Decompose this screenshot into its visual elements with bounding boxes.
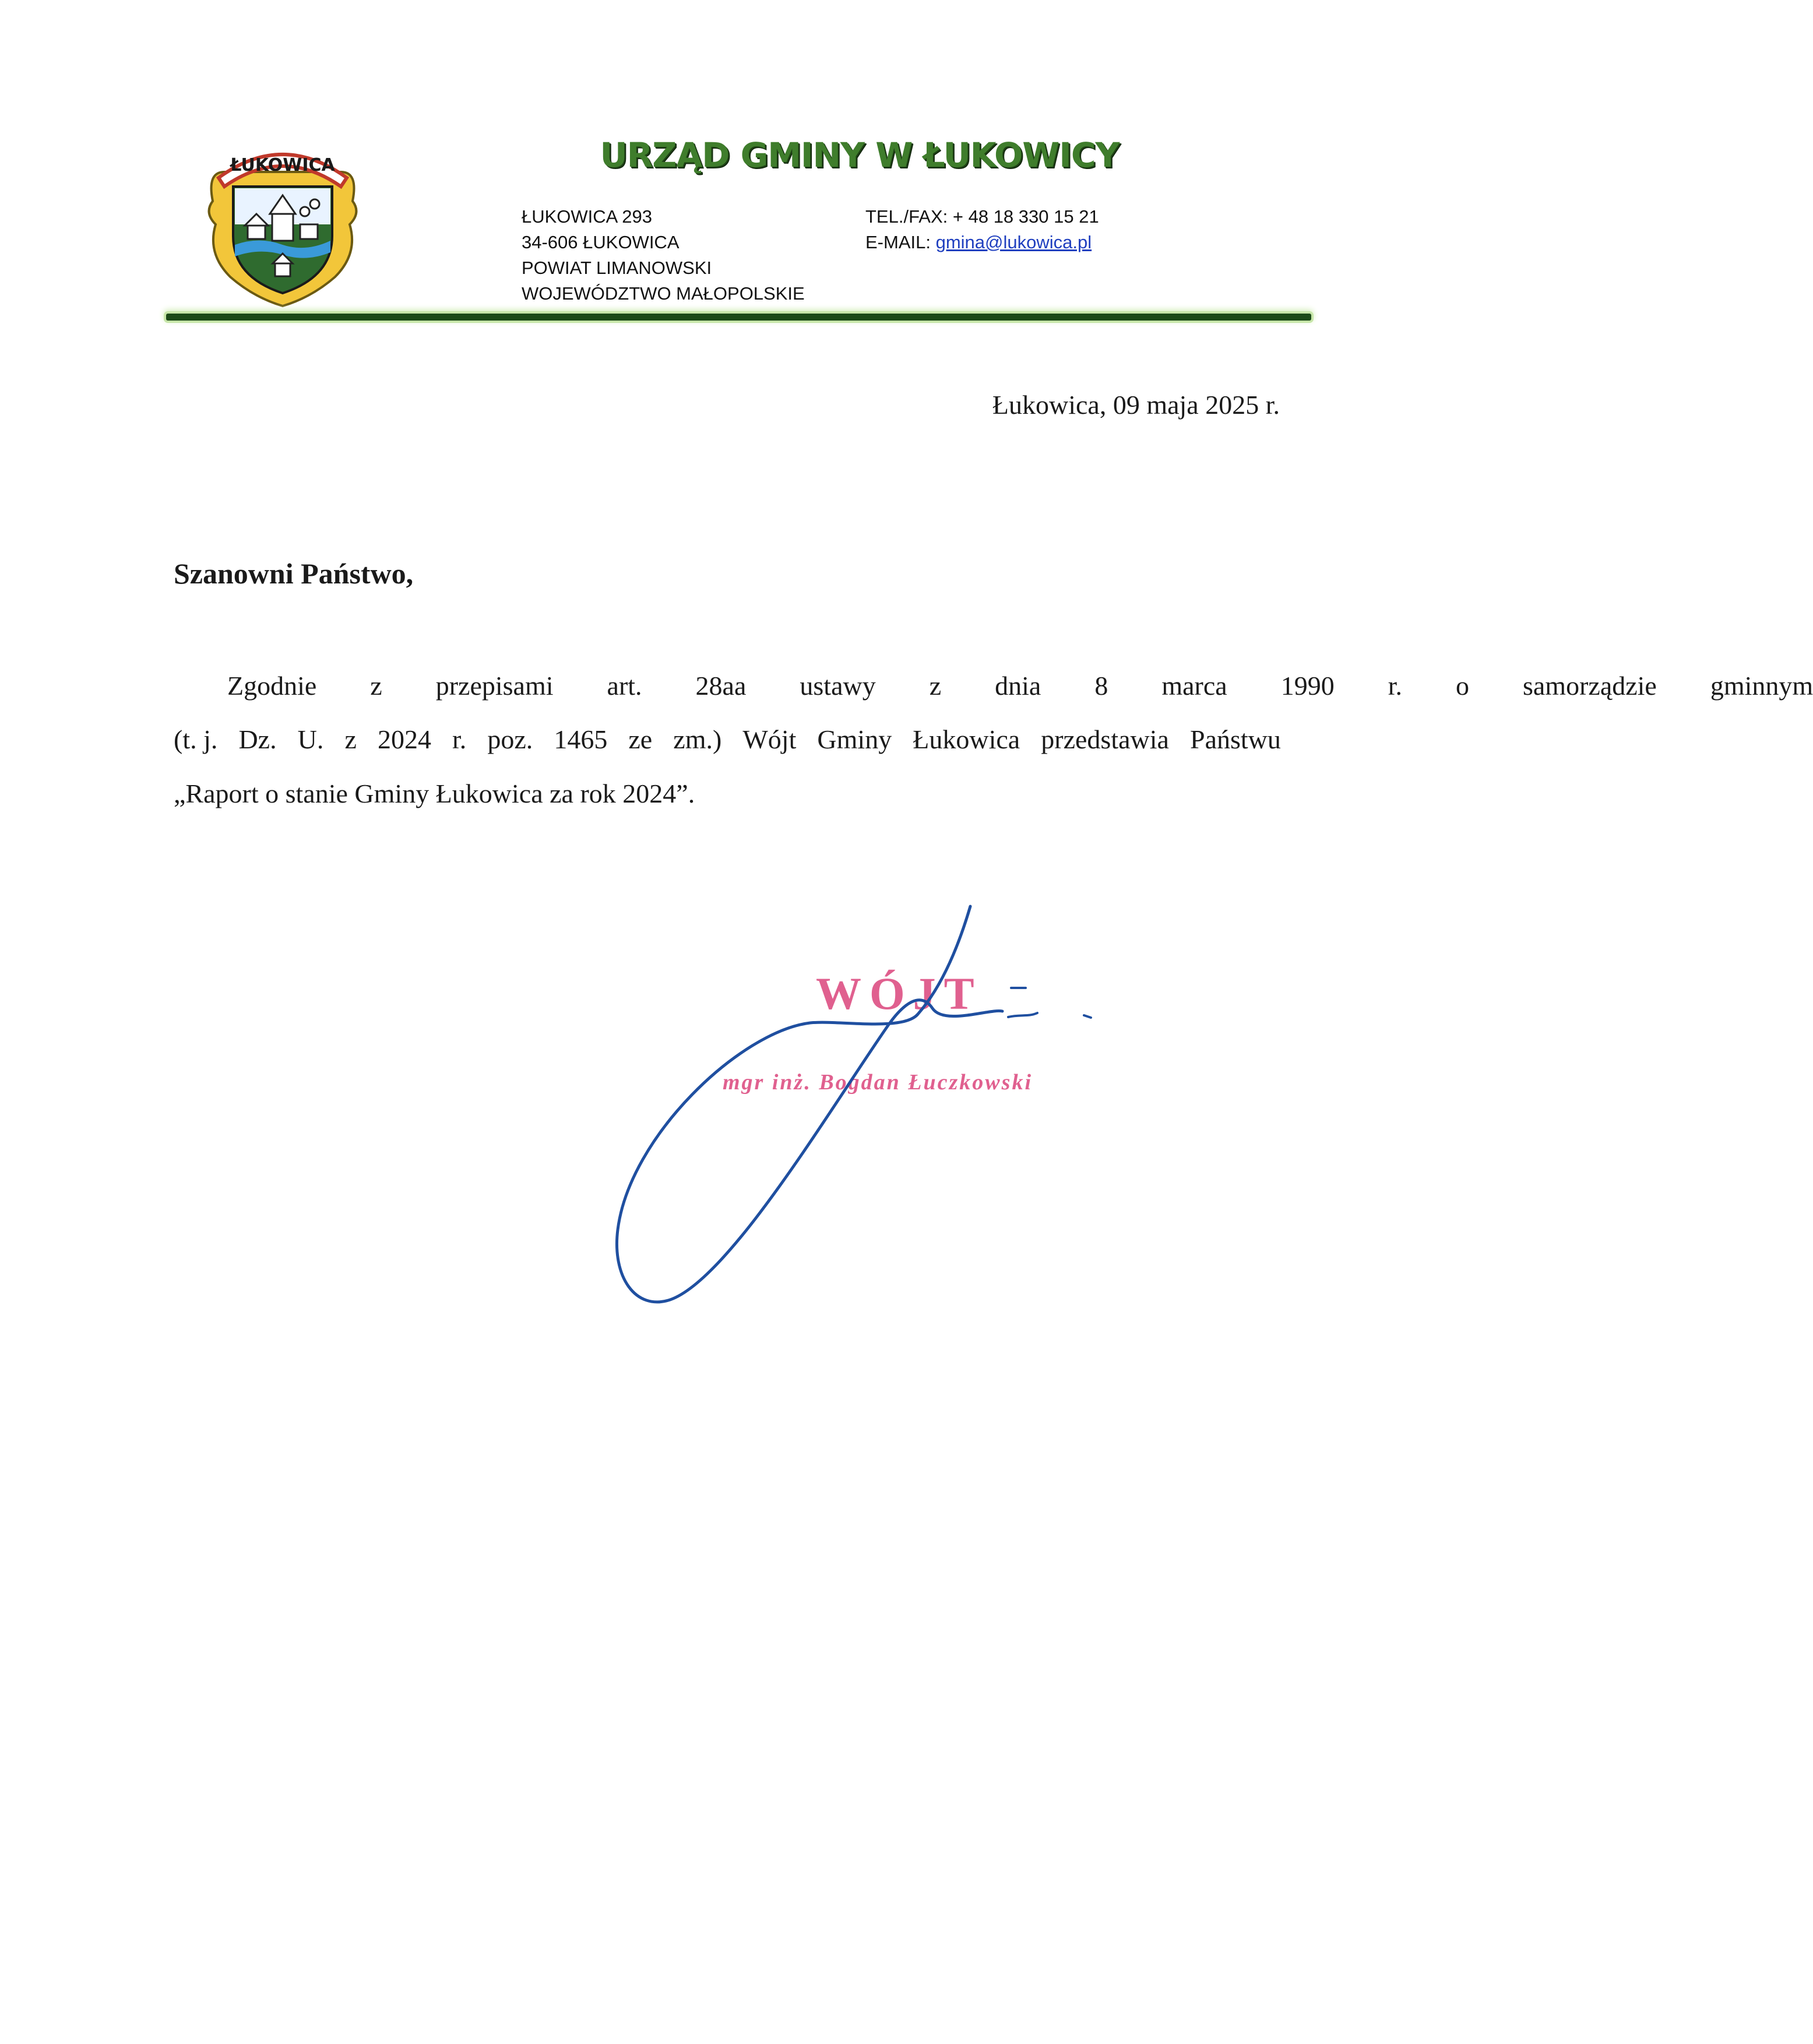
municipality-crest-logo bbox=[201, 137, 364, 312]
office-title: URZĄD GMINY W ŁUKOWICY bbox=[600, 135, 1120, 175]
salutation: Szanowni Państwo, bbox=[174, 557, 414, 590]
word: z bbox=[344, 724, 357, 754]
word: o bbox=[1455, 671, 1469, 701]
word: dnia bbox=[995, 671, 1041, 701]
paragraph-line-3: „Raport o stanie Gminy Łukowica za rok 2024”. bbox=[174, 779, 695, 808]
address-line: ŁUKOWICA 293 bbox=[522, 206, 652, 227]
word: r. bbox=[1388, 671, 1402, 701]
word: U. bbox=[297, 724, 324, 754]
word: z bbox=[370, 671, 382, 701]
word: 1990 bbox=[1280, 671, 1335, 701]
word: 8 bbox=[1094, 671, 1108, 701]
word: ustawy bbox=[800, 671, 876, 701]
word: gminnym bbox=[1710, 671, 1813, 701]
word: Zgodnie bbox=[227, 671, 317, 701]
email-label: E-MAIL: bbox=[865, 232, 936, 252]
address-line: WOJEWÓDZTWO MAŁOPOLSKIE bbox=[522, 283, 805, 304]
word: przepisami bbox=[435, 671, 554, 701]
paragraph-line-2 bbox=[174, 712, 1281, 766]
address-line: POWIAT LIMANOWSKI bbox=[522, 258, 712, 278]
crest-banner-text: ŁUKOWICA bbox=[230, 155, 335, 175]
word: 28aa bbox=[695, 671, 747, 701]
letterhead-divider bbox=[166, 314, 1311, 321]
stamp-title: WÓJT bbox=[816, 968, 983, 1019]
word: art. bbox=[607, 671, 642, 701]
contact-block bbox=[865, 204, 1099, 255]
letter-date: Łukowica, 09 maja 2025 r. bbox=[992, 390, 1280, 420]
email-link[interactable]: gmina@lukowica.pl bbox=[935, 232, 1092, 252]
handwritten-signature bbox=[594, 892, 1148, 1317]
address-line: 34-606 ŁUKOWICA bbox=[522, 232, 680, 252]
paragraph-line-1 bbox=[174, 659, 1813, 713]
phone-fax: TEL./FAX: + 48 18 330 15 21 bbox=[865, 206, 1099, 227]
word: 2024 bbox=[377, 724, 431, 754]
stamp-name: mgr inż. Bogdan Łuczkowski bbox=[723, 1070, 1033, 1095]
word: (t. j. bbox=[174, 724, 218, 754]
word: samorządzie bbox=[1522, 671, 1657, 701]
word: Gminy bbox=[817, 724, 892, 754]
word: z bbox=[929, 671, 942, 701]
word: 1465 bbox=[554, 724, 608, 754]
email-line bbox=[865, 230, 1099, 255]
word: Łukowica bbox=[913, 724, 1020, 754]
word: Wójt bbox=[742, 724, 797, 754]
address-block bbox=[522, 204, 805, 307]
word: ze bbox=[628, 724, 653, 754]
word: Państwu bbox=[1190, 724, 1281, 754]
justified-line bbox=[174, 712, 1281, 766]
word: marca bbox=[1161, 671, 1227, 701]
word: przedstawia bbox=[1041, 724, 1169, 754]
word: poz. bbox=[487, 724, 533, 754]
word: zm.) bbox=[673, 724, 722, 754]
justified-line bbox=[174, 659, 1813, 713]
word: r. bbox=[452, 724, 467, 754]
word: Dz. bbox=[238, 724, 277, 754]
